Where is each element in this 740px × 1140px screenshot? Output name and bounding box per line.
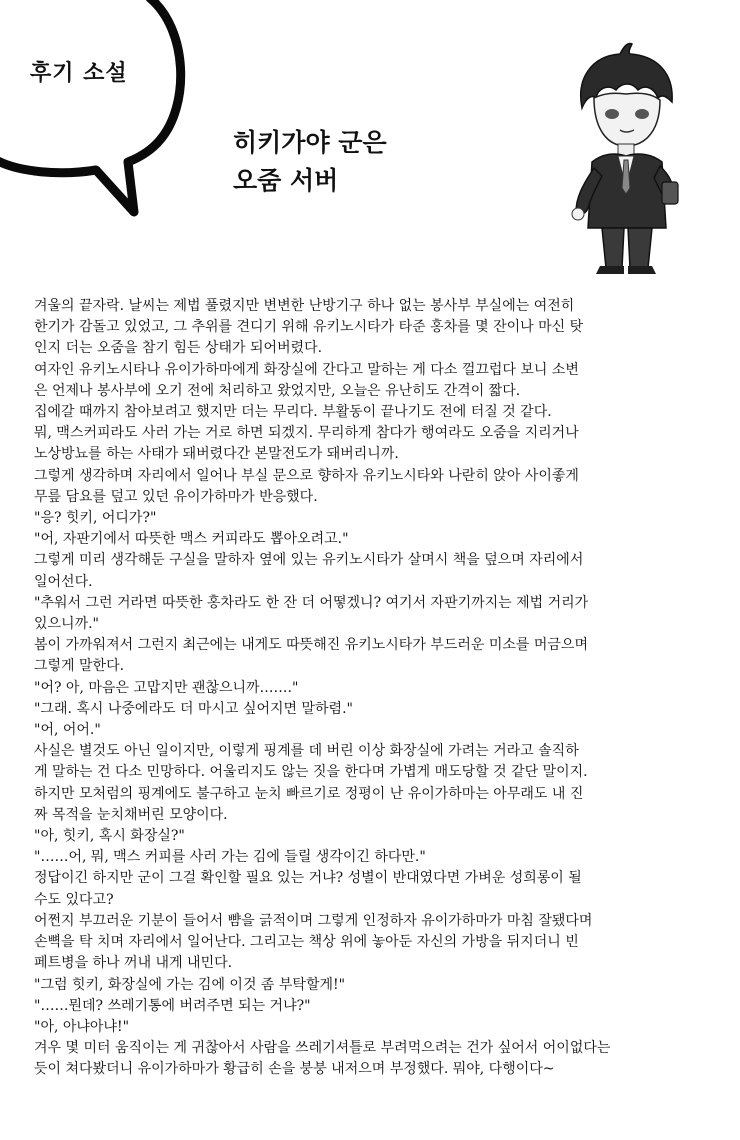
section-label: 후기 소설 — [30, 61, 128, 86]
body-line: 그렇게 생각하며 자리에서 일어나 부실 문으로 향하자 유키노시타와 나란히 앉아 사이좋게 — [34, 467, 579, 484]
body-line: "응? 힛키, 어디가?" — [34, 510, 157, 527]
body-line: 뭐, 맥스커피라도 사러 가는 거로 하면 되겠지. 무리하게 참다가 행여라도 오줌을 지리거나 — [34, 425, 579, 442]
body-line: 손뼉을 탁 치며 자리에서 일어난다. 그리고는 책상 위에 놓아둔 자신의 가방을 뒤지더니 빈 — [34, 934, 579, 951]
body-line: 겨울의 끝자락. 날씨는 제법 풀렸지만 변변한 난방기구 하나 없는 봉사부 부실에는 여전히 — [34, 298, 575, 314]
body-line: "어? 아, 마음은 고맙지만 괜찮으니까……." — [34, 679, 299, 696]
body-line: 게 말하는 건 다소 민망하다. 어울리지도 않는 짓을 한다며 가볍게 매도당할 것 같단 말이지. — [34, 764, 588, 781]
body-line: "아, 힛키, 혹시 화장실?" — [34, 828, 185, 845]
body-line: "그럼 힛키, 화장실에 가는 김에 이것 좀 부탁할게!" — [34, 976, 346, 993]
body-line: 어쩐지 부끄러운 기분이 들어서 뺨을 긁적이며 그렇게 인정하자 유이가하마가 마침 잘됐다며 — [34, 912, 593, 929]
body-line: "어, 어어." — [34, 722, 101, 739]
speech-bubble — [0, 0, 200, 220]
body-line: 은 언제나 봉사부에 오기 전에 처리하고 왔었지만, 오늘은 유난히도 간격이 짧다. — [34, 382, 521, 399]
body-line: "아, 아냐아냐!" — [34, 1018, 130, 1035]
body-line: 듯이 쳐다봤더니 유이가하마가 황급히 손을 붕붕 내저으며 부정했다. 뭐야, 다행이다~ — [34, 1061, 555, 1078]
body-line: "……뭔데? 쓰레기통에 버려주면 되는 거냐?" — [34, 997, 311, 1014]
body-line: "어, 자판기에서 따뜻한 맥스 커피라도 뽑아오려고." — [34, 531, 349, 548]
body-line: 페트병을 하나 꺼내 내게 내민다. — [34, 955, 233, 972]
character-illustration — [562, 38, 692, 278]
body-line: 사실은 별것도 아닌 일이지만, 이렇게 핑계를 데 버린 이상 화장실에 가려는 거라고 솔직하 — [34, 743, 579, 760]
body-line: 인지 더는 오줌을 참기 힘든 상태가 되어버렸다. — [34, 340, 323, 357]
body-line: 봄이 가까워져서 그런지 최근에는 내게도 따뜻해진 유키노시타가 부드러운 미소를 머금으며 — [34, 637, 588, 654]
body-line: 집에갈 때까지 참아보려고 했지만 더는 무리다. 부활동이 끝나기도 전에 터질 것 같다. — [34, 404, 552, 421]
body-line: 노상방뇨를 하는 사태가 돼버렸다간 본말전도가 돼버리니까. — [34, 446, 399, 463]
body-line: 한기가 감돌고 있었고, 그 추위를 견디기 위해 유키노시타가 타준 홍차를 몇 잔이나 마신 탓 — [34, 319, 584, 336]
body-line: 무릎 담요를 덮고 있던 유이가하마가 반응했다. — [34, 488, 318, 505]
body-line: 겨우 몇 미터 움직이는 게 귀찮아서 사람을 쓰레기셔틀로 부려먹으려는 건가 싶어서 어이없다는 — [34, 1040, 611, 1057]
body-line: "그래. 혹시 나중에라도 더 마시고 싶어지면 말하렴." — [34, 700, 353, 717]
body-line: "추워서 그런 거라면 따뜻한 홍차라도 한 잔 더 어떻겠니? 여기서 자판기까지는 제법 거리가 — [34, 594, 589, 611]
body-line: 하지만 모처럼의 핑계에도 불구하고 눈치 빠르기로 정평이 난 유이가하마는 아무래도 내 진 — [34, 785, 584, 802]
body-line: 그렇게 말한다. — [34, 658, 125, 675]
title-line-1: 히키가야 군은 — [233, 128, 387, 157]
title-line-2: 오줌 서버 — [233, 166, 339, 195]
story-body — [34, 296, 724, 1081]
body-line: "……어, 뭐, 맥스 커피를 사러 가는 김에 들릴 생각이긴 하다만." — [34, 849, 426, 866]
body-line: 짜 목적을 눈치채버린 모양이다. — [34, 806, 228, 823]
body-line: 일어선다. — [34, 573, 93, 590]
body-line: 있으니까." — [34, 616, 99, 633]
story-title — [233, 124, 387, 200]
body-line: 여자인 유키노시타나 유이가하마에게 화장실에 간다고 말하는 게 다소 껄끄럽다 보니 소변 — [34, 361, 579, 378]
body-line: 그렇게 미리 생각해둔 구실을 말하자 옆에 있는 유키노시타가 살며시 책을 덮으며 자리에서 — [34, 552, 584, 569]
body-line: 정답이긴 하지만 군이 그걸 확인할 필요 있는 거냐? 성별이 반대였다면 가벼운 성희롱이 될 — [34, 870, 582, 887]
body-line: 수도 있다고? — [34, 891, 114, 908]
